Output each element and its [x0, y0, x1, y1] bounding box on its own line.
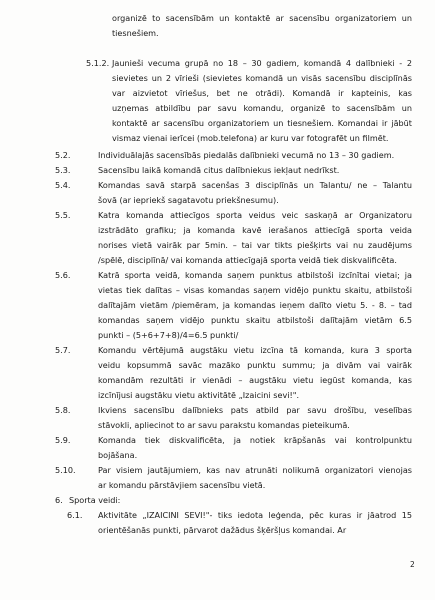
page-number: 2 [410, 560, 415, 569]
paragraph-line: ar komandu pārstāvjiem sacensību vietā. [98, 480, 266, 490]
section-number: 5.1.2. [86, 58, 110, 68]
section-number: 5.10. [55, 465, 76, 475]
section-number: 5.5. [55, 210, 71, 220]
section-number: 5.3. [55, 165, 71, 175]
paragraph-line: stāvokli, apliecinot to ar savu parakstu komandas pieteikumā. [98, 420, 350, 430]
paragraph-line: vismaz vienai ierīcei (mob.telefona) ar kuru var fotografēt un filmēt. [112, 133, 389, 143]
paragraph-line: izstrādāto grafiku; ja komanda kavē ierašanos attiecīgā sporta veida [98, 225, 412, 235]
section-number: 5.6. [55, 270, 71, 280]
section-number: 5.7. [55, 345, 71, 355]
paragraph-line: Aktivitāte „IZAICINI SEVI!"- tiks iedota leģenda, pēc kuras ir jāatrod 15 [98, 510, 412, 520]
paragraph-line: Sporta veidi: [69, 495, 121, 505]
section-number: 6.1. [67, 510, 83, 520]
paragraph-line: veidu kopsummā savāc mazāko punktu summu; ja divām vai vairāk [98, 360, 412, 370]
paragraph-line: var aizvietot vīriešus, bet ne otrādi). Komandā ir kapteinis, kas [112, 88, 412, 98]
paragraph-line: Individuālajās sacensībās piedalās dalībnieki vecumā no 13 – 30 gadiem. [98, 150, 395, 160]
paragraph-line: Komandas savā starpā sacenšas 3 disciplīnās un Talantu/ ne – Talantu [98, 180, 412, 190]
section-number: 5.2. [55, 150, 71, 160]
paragraph-line: Komanda tiek diskvalificēta, ja notiek krāpšanās vai kontrolpunktu [98, 435, 412, 445]
paragraph-line: organizē to sacensībām un kontaktē ar sacensību organizatoriem un [112, 13, 412, 23]
paragraph-line: bojāšana. [98, 450, 138, 460]
section-number: 6. [55, 495, 63, 505]
paragraph-line: sievietes un 2 vīrieši (sievietes komandā un visās sacensību disciplīnās [112, 73, 412, 83]
paragraph-line: /spēlē, disciplīnā/ vai komanda attiecīgajā sporta veidā tiek diskvalificēta. [98, 255, 397, 265]
paragraph-line: izcīnījusi augstāku vietu aktivitātē „Izaicini sevi!". [98, 390, 300, 400]
paragraph-line: uzņemas atbildību par savu komandu, organizē to sacensībām un [112, 103, 412, 113]
section-number: 5.4. [55, 180, 71, 190]
paragraph-line: Komandu vērtējumā augstāku vietu izcīna tā komanda, kura 3 sporta [98, 345, 412, 355]
paragraph-line: komandas saņem vidējo punktu skaitu atbilstoši dalītajām vietām 6.5 [98, 315, 412, 325]
paragraph-line: Sacensību laikā komandā citus dalībniekus iekļaut nedrīkst. [98, 165, 340, 175]
paragraph-line: vietas tiek dalītas – visas komandas saņem vidējo punktu skaitu, atbilstoši [98, 285, 412, 295]
paragraph-line: Katra komanda attiecīgos sporta veidus veic saskaņā ar Organizatoru [98, 210, 412, 220]
paragraph-line: tiesnešiem. [112, 28, 159, 38]
paragraph-line: orientēšanās punkti, pārvarot dažādus šķēršļus komandai. Ar [98, 525, 347, 535]
section-number: 5.8. [55, 405, 71, 415]
paragraph-line: Katrā sporta veidā, komanda saņem punktus atbilstoši izcīnītai vietai; ja [98, 270, 412, 280]
paragraph-line: punkti – (5+6+7+8)/4=6.5 punkti/ [98, 330, 239, 340]
paragraph-line: norises vietā vairāk par 5min. – tai var tikts piešķirts vai nu zaudējums [98, 240, 412, 250]
paragraph-line: dalītajām vietām /piemēram, ja komandas ieņem dalīto vietu 5. - 8. – tad [98, 300, 412, 310]
section-number: 5.9. [55, 435, 71, 445]
paragraph-line: Jaunieši vecuma grupā no 18 – 30 gadiem, komandā 4 dalībnieki - 2 [112, 58, 412, 68]
paragraph-line: šovā (ar iepriekš sagatavotu priekšnesumu). [98, 195, 279, 205]
paragraph-line: Par visiem jautājumiem, kas nav atrunāti nolikumā organizatori vienojas [98, 465, 412, 475]
paragraph-line: komandām rezultāti ir vienādi – augstāku vietu iegūst komanda, kas [98, 375, 412, 385]
paragraph-line: kontaktē ar sacensību organizatoriem un tiesnešiem. Komandai ir jābūt [112, 118, 412, 128]
paragraph-line: Ikviens sacensību dalībnieks pats atbild par savu drošību, veselības [98, 405, 412, 415]
